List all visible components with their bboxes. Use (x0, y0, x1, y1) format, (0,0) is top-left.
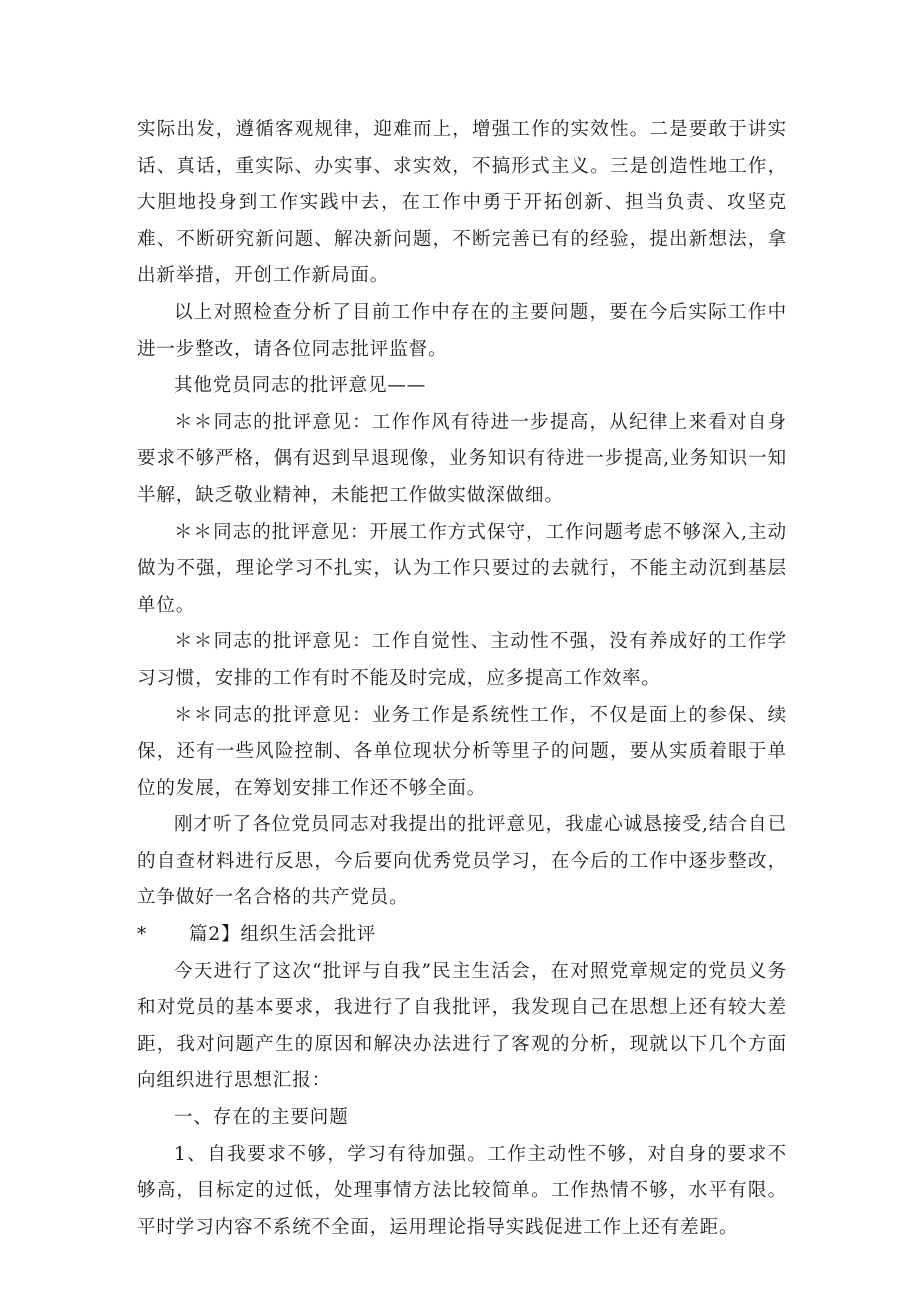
paragraph-intro: 今天进行了这次“批评与自我”民主生活会，在对照党章规定的党员义务和对党员的基本要求，我进行了自我批评，我发现自己在思想上还有较大差距，我对问题产生的原因和解决办法进行了客观的分析，现就以下几个方面向组织进行思想汇报： (137, 960, 787, 1092)
paragraph-criticism-4: ＊＊同志的批评意见：业务工作是系统性工作，不仅是面上的参保、续保，还有一些风险控制、各单位现状分析等里子的问题，要从实质着眼于单位的发展，在筹划安排工作还不够全面。 (137, 704, 787, 799)
paragraph-subheading: 一、存在的主要问题 (174, 1107, 349, 1129)
paragraph-issue-1: 1、自我要求不够，学习有待加强。工作主动性不够，对自身的要求不够高，目标定的过低，处理事情方法比较简单。工作热情不够，水平有限。平时学习内容不系统不全面，运用理论指导实践促进工作上还有差距。 (137, 1143, 787, 1238)
paragraph-continuation: 实际出发，遵循客观规律，迎难而上，增强工作的实效性。二是要敢于讲实话、真话，重实际、办实事、求实效，不搞形式主义。三是创造性地工作，大胆地投身到工作实践中去，在工作中勇于开拓创新、担当负责、攻坚克难、不断研究新问题、解决新问题，不断完善已有的经验，提出新想法，拿出新举措，开创工作新局面。 (137, 119, 787, 287)
document-body (137, 112, 787, 1246)
paragraph-criticism-2: ＊＊同志的批评意见：开展工作方式保守，工作问题考虑不够深入,主动做为不强，理论学习不扎实，认为工作只要过的去就行，不能主动沉到基层单位。 (137, 521, 787, 616)
section-marker: * (137, 924, 148, 946)
paragraph-criticism-3: ＊＊同志的批评意见：工作自觉性、主动性不强，没有养成好的工作学习习惯，安排的工作有时不能及时完成，应多提高工作效率。 (137, 631, 787, 689)
paragraph-criticism-heading: 其他党员同志的批评意见—— (174, 375, 427, 397)
paragraph-summary: 以上对照检查分析了目前工作中存在的主要问题，要在今后实际工作中进一步整改，请各位同志批评监督。 (137, 301, 787, 360)
section-heading (137, 917, 787, 954)
section-title: 篇2】组织生活会批评 (189, 924, 377, 946)
paragraph-response: 刚才听了各位党员同志对我提出的批评意见，我虚心诚恳接受,结合自已的自查材料进行反思，今后要向优秀党员学习，在今后的工作中逐步整改，立争做好一名合格的共产党员。 (137, 814, 787, 909)
paragraph-criticism-1: ＊＊同志的批评意见：工作作风有待进一步提高，从纪律上来看对自身要求不够严格，偶有迟到早退现像，业务知识有待进一步提高,业务知识一知半解，缺乏敬业精神，未能把工作做实做深做细。 (137, 411, 787, 506)
